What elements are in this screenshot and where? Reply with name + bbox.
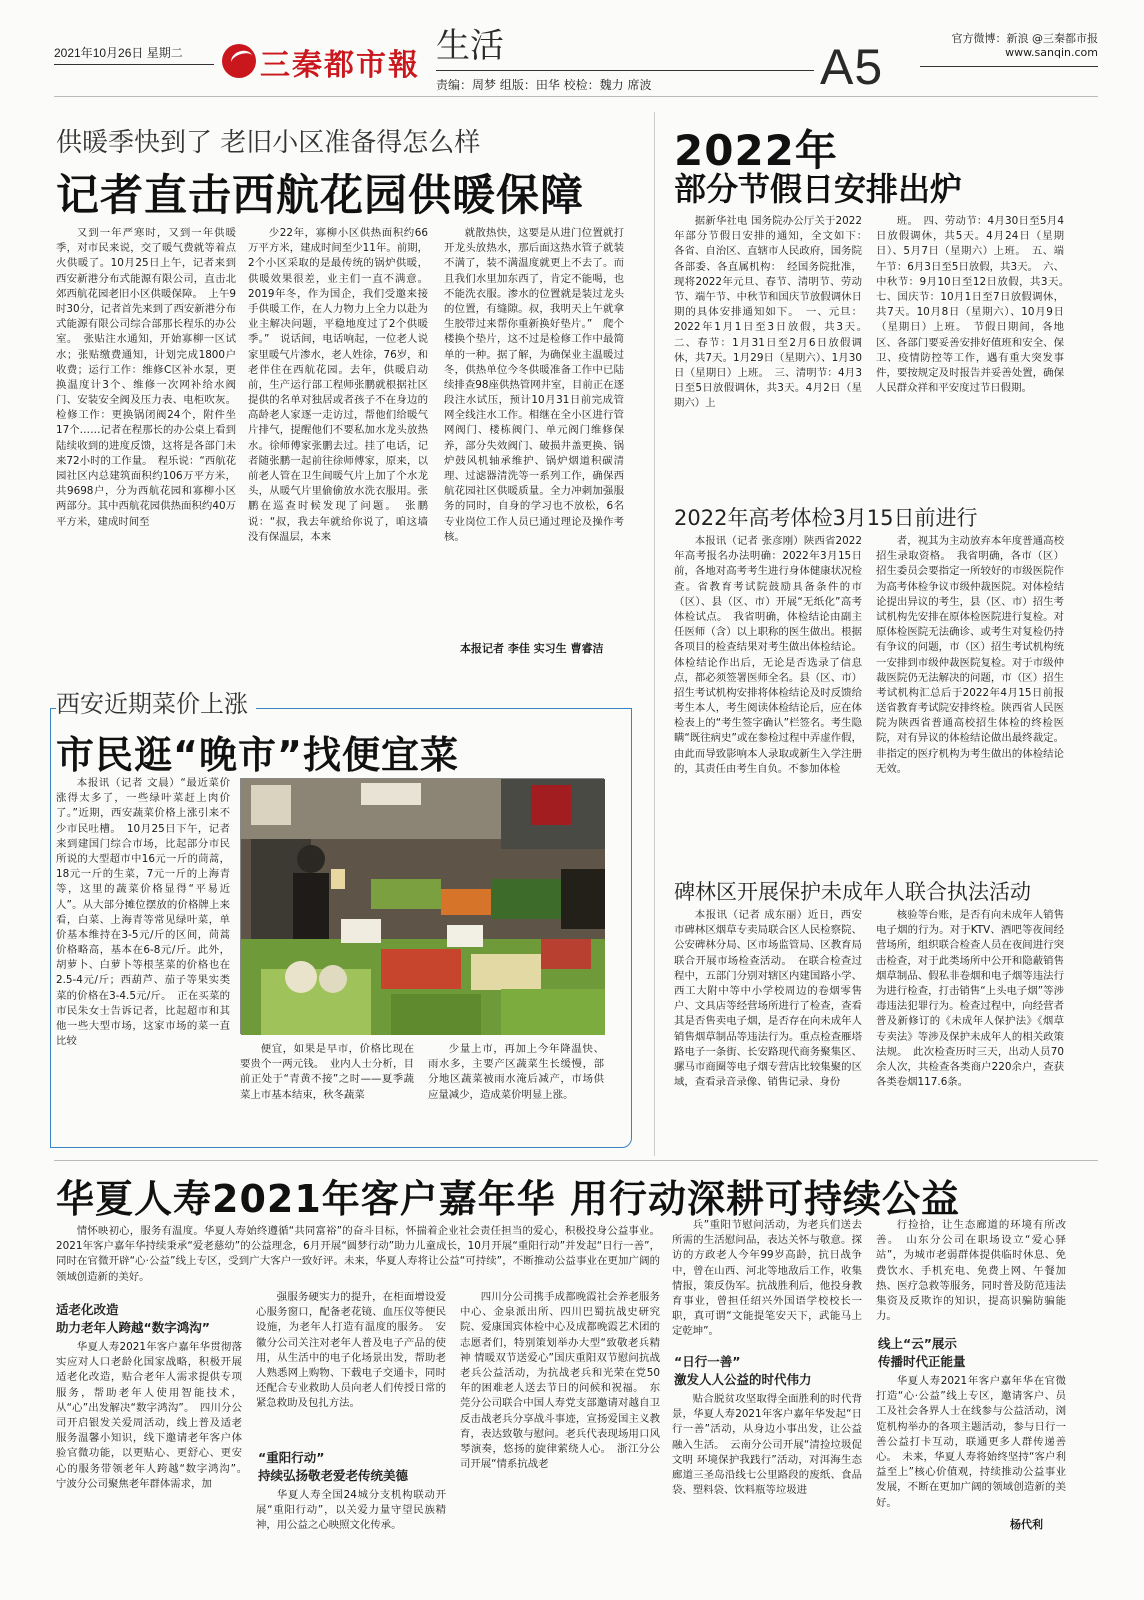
article2-kicker: 西安近期菜价上涨 xyxy=(56,684,256,719)
vegetable-market-illustration xyxy=(241,779,605,1035)
article6-sub1-body: 华夏人寿2021年客户嘉年华贯彻落实应对人口老龄化国家战略，积极开展适老化改造，贴合老年人需求提供专项服务，帮助老年人使用智能技术，从“心”出发解决“数字鸿沟”。 四川分公司开启银发关爱周活动，线上普及适老服务温馨小知识，线下邀请老年客户体验官微功能，以更贴心、更舒心、更安心的服务带领老年人跨越“数字鸿沟”。 宁波分公司聚焦老年群体需求，加 xyxy=(56,1341,253,1490)
article1-headline: 记者直击西航花园供暖保障 xyxy=(56,171,584,221)
article6-sub4-body: 华夏人寿2021年客户嘉年华在官微打造“心·公益”线上专区，邀请客户、员工及社会各界人士在线参与公益活动，浏览机构举办的各项主题活动，参与日行一善公益打卡互动，联通更多人群传递善心。 未来，华夏人寿将始终坚持“客户利益至上”核心价值观，持续推动公益事业发展，不断在更加广阔的领域创造新的美好。 xyxy=(876,1375,1066,1509)
article2-col2: 便宜，如果是早市，价格比现在要贵个一两元钱。 业内人士分析，目前正处于“青黄不接”之时——夏季蔬菜上市基本结束，秋冬蔬菜 xyxy=(240,1043,414,1101)
newspaper-logo-icon xyxy=(222,44,256,78)
header-bottom-rule xyxy=(54,96,1098,97)
article6-headline: 华夏人寿2021年客户嘉年华 用行动深耕可持续公益 xyxy=(56,1177,960,1221)
article1-col2: 少22年，寡柳小区供热面积约66万平方米，建成时间至少11年。前期，2个小区采取的是最传统的锅炉供暖，供暖效果很差，业主们一直不满意。2019年冬，作为国企，我们受邀来接手供暖工作，在人力物力上全力以赴为业主解决问题，平稳地度过了2个供暖季。” 说话间，电话响起，一位老人说家里暖气片渗水，老人姓徐，76岁，和老伴住在西航花园。去年，供暖启动前，生产运行部工程师张鹏就根据社区提供的名单对独居或者孩子不在身边的高龄老人家逐一走访过，帮他们给暖气片排气，提醒他们不要私加水龙头放热水。徐师傅家张鹏去过。挂了电话，记者随张鹏一起前往徐师傅家，原来，以前老人管在卫生间暖气片上加了个水龙头，从暖气片里偷偷放水洗衣服用。张鹏在巡查时候发现了问题。 张鹏说：“叔，我去年就给你说了，咱这墙没有保温层，本来 xyxy=(248,227,428,543)
header-rule-left xyxy=(54,64,214,65)
issue-date: 2021年10月26日 星期二 xyxy=(54,46,183,60)
article6-sub3-body: 贴合脱贫攻坚取得全面胜利的时代背景，华夏人寿2021年客户嘉年华发起“日行一善”活动，从身边小事出发，让公益融入生活。 云南分公司开展“清捡垃圾促文明 环境保护我践行”活动，对洱海生态廊道三圣岛沿线七公里路段的废纸、食品袋、塑料袋、饮料瓶等垃圾进 xyxy=(672,1393,862,1497)
article1-byline: 本报记者 李佳 实习生 曹睿洁 xyxy=(460,642,604,655)
article6-sub2-title: “重阳行动” xyxy=(258,1450,325,1465)
article4-col1: 本报讯（记者 张彦刚）陕西省2022年高考报名办法明确：2022年3月15日前，各地对高考考生进行身体健康状况检查。省教育考试院鼓励具备条件的市（区）、县（区、市）开展“无纸化”高考体检试点。 我省明确，体检结论由副主任医师（含）以上职称的医生做出。根据各项目的检查结果对考生做出体检结论。体检结论作出后，无论是否选录了信息点，都必须签署医师全名。县（区、市）招生考试机构安排将体检结论及时反馈给考生本人，考生阅读体检结论后，应在体检表上的“考生签字确认”栏签名。考生隐瞒“既往病史”或在参检过程中弄虚作假，由此而导致影响本人录取或新生入学注册的，其责任由考生自负。不参加体检 xyxy=(674,535,862,775)
article6-sub2-title2: 持续弘扬敬老爱老传统美德 xyxy=(258,1468,409,1483)
article6-sub4-title: 线上“云”展示 xyxy=(878,1336,957,1351)
article4-col2: 者，视其为主动放弃本年度普通高校招生录取资格。 我省明确，各市（区）招生委员会要指定一所较好的市级医院作为高考体检争议市级仲裁医院。对体检结论提出异议的考生，县（区、市）招生考试机构先安排在原体检医院进行复检。对原体检医院无法确诊、或考生对复检仍持有争议的问题，市（区）招生考试机构统一安排到市级仲裁医院复检。对于市级仲裁医院仍无法解决的问题，市（区）招生考试机构汇总后于2022年4月15日前报送省教育考试院安排终检。陕西省人民医院为陕西省普通高校招生体检的终检医院，对有异议的体检结论做出最终裁定。非指定的医疗机构为考生做出的体检结论无效。 xyxy=(876,535,1064,775)
article2-headline: 市民逛“晚市”找便宜菜 xyxy=(56,733,459,777)
newspaper-logo: 三秦都市報 xyxy=(260,48,420,83)
article6-sub3-title2: 激发人人公益的时代伟力 xyxy=(674,1372,812,1387)
article1-kicker: 供暖季快到了 老旧小区准备得怎么样 xyxy=(56,128,481,158)
weibo-link: 官方微博：新浪 @三秦都市报 xyxy=(951,32,1098,45)
article5-col1: 本报讯（记者 成东丽）近日，西安市碑林区烟草专卖局联合区人民检察院、公安碑林分局、区市场监管局、区教育局联合开展市场检查活动。 在联合检查过程中，五部门分别对辖区内建国路小学、西工大附中等中小学校周边的卷烟零售户、文具店等经营场所进行了检查，查看其是否售卖电子烟，是否存在向未成年人销售烟草制品等违法行为。重点检查雁塔路电子一条街、长安路现代商务聚集区、骡马市商圈等电子烟专营店比较集聚的区域，查看录音录像、销售记录、身份 xyxy=(674,909,862,1089)
vegetable-market-photo xyxy=(240,778,604,1034)
header-rule-right xyxy=(920,66,1098,67)
article1-col3: 就散热快，这要是从进门位置就打开龙头放热水，那后面这热水管子就装不满了，装不满温度就更上不去了。而且我们水里加东西了，肯定不能喝，也不能洗衣服。渗水的位置就是装过龙头的位置，有缝隙。叔，我明天上午就拿生胶带过来帮你重新换好垫片。” 爬个楼换个垫片，这不过是检修工作中最简单的一种。据了解，为确保业主温暖过冬，供热单位今冬供暖准备工作中已陆续排查98座供热管网井室，目前正在逐段注水试压，预计10月31日前完成管网全线注水工作。相继在全小区进行管网阀门、楼栋阀门、单元阀门维修保养，部分失效阀门、破损井盖更换、锅炉鼓风机轴承维护、锅炉烟道积碳清理、过滤器清洗等一系列工作，确保西航花园社区供暖质量。全力冲刺加强服务的同时，自身的学习也不放松，6名专业岗位工作人员已通过理论及操作考核。 xyxy=(444,227,624,543)
article6-sub4-title2: 传播时代正能量 xyxy=(878,1354,966,1369)
website-link: www.sanqin.com xyxy=(1005,46,1098,59)
article3-col2: 班。 四、劳动节：4月30日至5月4日放假调休，共5天。4月24日（星期日）、5月7日（星期六）上班。 五、端午节：6月3日至5日放假，共3天。 六、中秋节：9月10日至12日放假，共3天。 七、国庆节：10月1日至7日放假调休，共7天。10月8日（星期六）、10月9日（星期日）上班。 节假日期间，各地区、各部门要妥善安排好值班和安全、保卫、疫情防控等工作，遇有重大突发事件，要按规定及时报告并妥善处置，确保人民群众祥和平安度过节日假期。 xyxy=(876,215,1075,395)
article2-col1: 本报讯（记者 文晨）“最近菜价涨得太多了，一些绿叶菜赶上肉价了。”近期，西安蔬菜价格上涨引来不少市民吐槽。 10月25日下午，记者来到建国门综合市场，比起部分市民所说的大型超市中16元一斤的茼蒿，18元一斤的生菜，7元一斤的上海青等，这里的蔬菜价格显得“平易近人”。从大部分摊位摆放的价格牌上来看，白菜、上海青等常见绿叶菜，单价基本维持在3-5元/斤的区间，茼蒿价格略高，基本在6-8元/斤。此外，胡萝卜、白萝卜等根茎菜的价格也在2.5-4元/斤；西葫芦、茄子等果实类菜的价格在3-4.5元/斤。 正在买菜的市民朱女士告诉记者，比起超市和其他一些大型市场，这家市场的菜一直比较 xyxy=(56,777,230,1048)
header-rule-mid xyxy=(436,70,814,71)
article6-sub1-title2: 助力老年人跨越“数字鸿沟” xyxy=(56,1320,210,1335)
article5-col2: 核验等台账，是否有向未成年人销售电子烟的行为。对于KTV、酒吧等夜间经营场所，组织联合检查人员在夜间进行突击检查，对于此类场所中公开和隐蔽销售烟草制品、假私非卷烟和电子烟等违法行为进行检查，打击销售“上头电子烟”等涉毒违法犯罪行为。检查过程中，向经营者普及新修订的《未成年人保护法》《烟草专卖法》等涉及保护未成年人的相关政策法规。 此次检查历时三天，出动人员70余人次，共检查各类商户220余户，查获各类卷烟117.6条。 xyxy=(876,909,1064,1089)
page-number: A5 xyxy=(820,39,884,95)
article5-headline: 碑林区开展保护未成年人联合执法活动 xyxy=(674,880,1031,904)
article6-col4a: 兵”重阳节慰问活动，为老兵们送去所需的生活慰问品，表达关怀与敬意。探访的方政老人今年99岁高龄，抗日战争中，曾在山西、河北等地敌后工作，收集情报，策反伪军。抗战胜利后，他投身教育事业，曾担任绍兴外国语学校校长一职，真可谓“文能提笔安天下，武能马上定乾坤”。 xyxy=(672,1219,862,1338)
article6-sub2-body: 华夏人寿全国24城分支机构联动开展“重阳行动”，以关爱力量守望民族精神，用公益之心映照文化传承。 xyxy=(256,1489,446,1532)
article6-sub3-title: “日行一善” xyxy=(674,1354,741,1369)
section-title: 生活 xyxy=(436,26,504,66)
right-column-divider xyxy=(654,112,655,1156)
article2-col3: 少量上市，再加上今年降温快、雨水多，主要产区蔬菜生长缓慢，部分地区蔬菜被雨水淹后减产，市场供应量减少，造成菜价明显上涨。 xyxy=(428,1043,604,1101)
article6-lead: 情怀映初心，服务有温度。华夏人寿始终遵循“共同富裕”的奋斗目标，怀揣着企业社会责任担当的爱心，积极投身公益事业。2021年客户嘉年华持续秉承“爱老慈幼”的公益理念，6月开展“圆梦行动”助力儿童成长，10月开展“重阳行动”并发起“日行一善”，同时在官微开辟“心·公益”线上专区，受到广大客户一致好评。未来，华夏人寿将让公益“可持续”，不断推动公益事业在更加广阔的领域创造新的美好。 xyxy=(56,1225,660,1283)
article6-byline: 杨代利 xyxy=(1010,1518,1043,1531)
article3-year: 2022年 xyxy=(674,126,838,175)
article6-col3: 四川分公司携手成都晚霞社会养老服务中心、金泉派出所、四川巴蜀抗战史研究院、爱康国宾体检中心及成都晚霞艺术团的志愿者们，特别策划举办大型“致敬老兵精神 情暖双节送爱心”国庆重阳双节慰问抗战老兵公益活动，为抗战老兵和光荣在党50年的困难老人送去节日的问候和祝福。 东莞分公司联合中国人寿党支部邀请对越自卫反击战老兵分享战斗事迹，宣扬爱国主义教育，表达致敬与慰问。老兵代表现场用口风琴演奏，悠扬的旋律萦绕人心。 浙江分公司开展“情系抗战老 xyxy=(460,1291,660,1471)
article1-col1: 又到一年严寒时，又到一年供暖季，对市民来说，交了暖气费就等着点火供暖了。10月25日上午，记者来到西安新港分布式能源有限公司，直击北郊西航花园老旧小区供暖保障。 上午9时30分，记者首先来到了西安新港分布式能源有限公司综合部那长程乐的办公室。 张贴注水通知，开始寡柳一区试水；张贴缴费通知，计划完成1800户收费；运行工作：维修C区补水泵，更换温度计3个、维修一次网补给水阀门、安装安全阀及压力表、电柜吹灰。检修工作：更换锅闭阀24个，附件坐17个……记者在程那长的办公桌上看到陆续收到的进度反馈，这将是各部门未来72小时的工作量。 程乐说：“西航花园社区内总建筑面积约106万平方米，共9698户，分为西航花园和寡柳小区两部分。其中西航花园供热面积约40万平方米，建成时间至 xyxy=(56,227,236,528)
article6-col5a: 行捡拾，让生态廊道的环境有所改善。 山东分公司在职场设立“爱心驿站”，为城市老弱群体提供临时休息、免费饮水、手机充电、免费上网、午餐加热、医疗急救等服务，同时普及防范违法集资及反欺诈的知识，提高识骗防骗能力。 xyxy=(876,1219,1066,1323)
bottom-section-rule xyxy=(54,1160,1098,1161)
article3-headline: 部分节假日安排出炉 xyxy=(674,170,963,208)
article4-headline: 2022年高考体检3月15日前进行 xyxy=(674,506,978,530)
article6-sub1-title: 适老化改造 xyxy=(56,1302,119,1317)
article6-col2a: 强服务硬实力的提升，在柜面增设爱心服务窗口，配备老花镜、血压仪等便民设施，为老年人打造有温度的服务。 安徽分公司关注对老年人普及电子产品的使用，从生活中的电子化场景出发，帮助老人熟悉网上购物、下载电子交通卡，同时还配合专业救助人员向老人们传授日常的紧急救助及包扎方法。 xyxy=(256,1291,446,1410)
editors-credit: 责编：周梦 组版：田华 校检：魏力 席波 xyxy=(436,78,652,92)
article3-col1: 据新华社电 国务院办公厅关于2022年部分节假日安排的通知，全文如下： 各省、自治区、直辖市人民政府，国务院各部委、各直属机构： 经国务院批准，现将2022年元旦、春节、清明节、劳动节、端午节、中秋节和国庆节放假调休日期的具体安排通知如下。 一、元旦：2022年1月1日至3日放假，共3天。 二、春节：1月31日至2月6日放假调休，共7天。1月29日（星期六）、1月30日（星期日）上班。 三、清明节：4月3日至5日放假调休，共3天。4月2日（星期六）上 xyxy=(674,215,873,410)
